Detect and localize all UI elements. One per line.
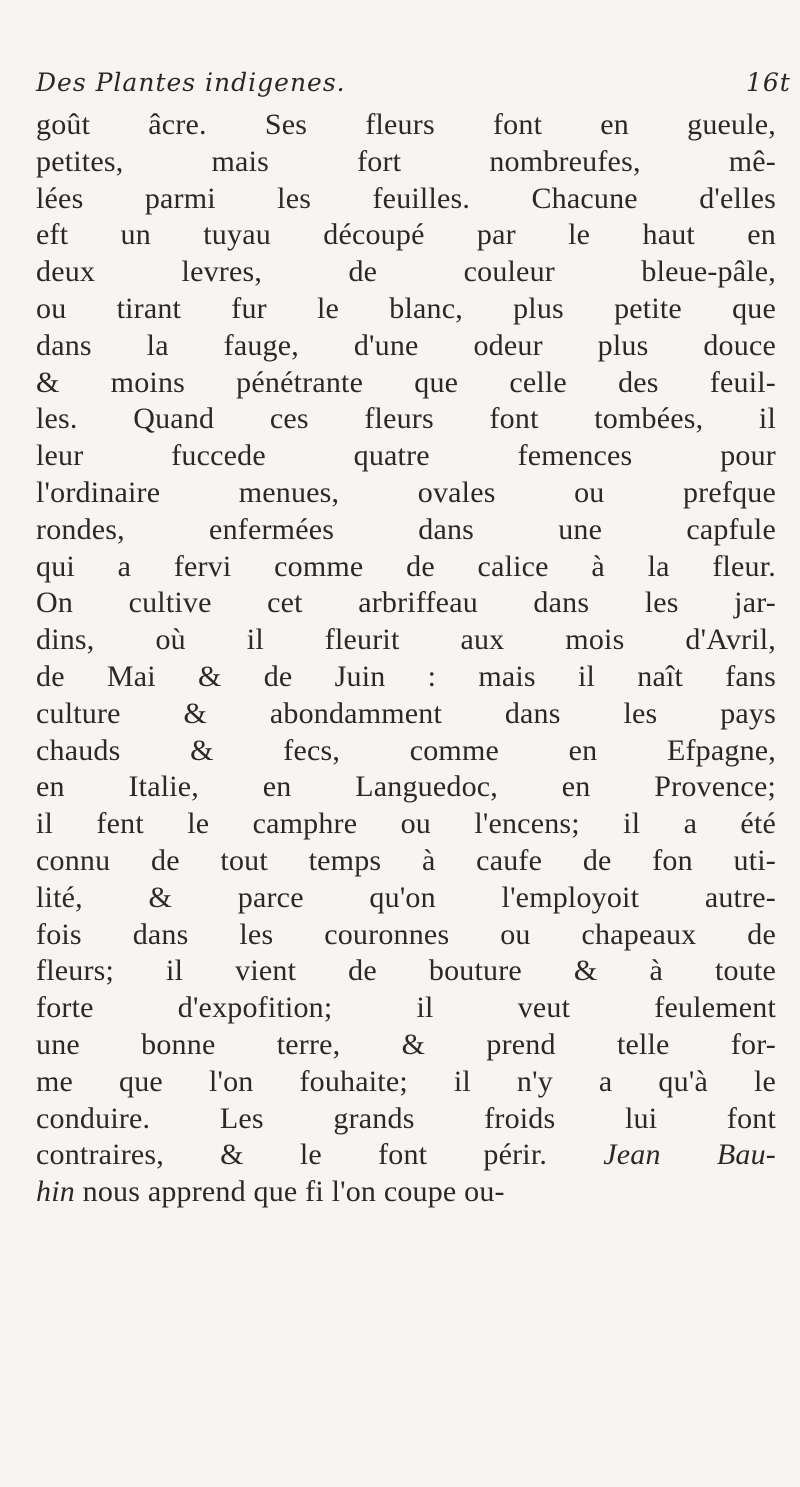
text-line: me que l'on fouhaite; il n'y a qu'à le — [36, 1064, 776, 1098]
text-line: les. Quand ces fleurs font tombées, il — [36, 402, 776, 436]
running-head — [36, 62, 791, 102]
author-name-italic: Jean Bau- — [603, 1138, 776, 1172]
author-name-italic-end: hin — [36, 1175, 75, 1209]
text-line: une bonne terre, & prend telle for- — [36, 1027, 776, 1061]
text-line: chauds & fecs, comme en Efpagne, — [36, 733, 776, 767]
text-line: & moins pénétrante que celle des feuil- — [36, 365, 776, 399]
text-line: leur fuccede quatre femences pour — [36, 439, 776, 473]
text-line: ou tirant fur le blanc, plus petite que — [36, 291, 776, 325]
text-line: qui a fervi comme de calice à la fleur. — [36, 549, 776, 583]
text-line-end: nous apprend que fi l'on coupe ou- — [82, 1175, 505, 1209]
text-line: petites, mais fort nombreufes, mê- — [36, 144, 776, 178]
text-line: forte d'expofition; il veut feulement — [36, 991, 776, 1025]
text-line: conduire. Les grands froids lui font — [36, 1101, 776, 1135]
text-line: eft un tuyau découpé par le haut en — [36, 218, 776, 252]
page-number: 16t — [746, 68, 791, 97]
text-line: culture & abondamment dans les pays — [36, 696, 776, 730]
text-line: goût âcre. Ses fleurs font en gueule, — [36, 108, 776, 141]
text-line-last — [36, 1174, 776, 1211]
text-line: l'ordinaire menues, ovales ou prefque — [36, 475, 776, 509]
body-text — [36, 107, 776, 1211]
text-line: rondes, enfermées dans une capfule — [36, 512, 776, 546]
text-line: fleurs; il vient de bouture & à toute — [36, 954, 776, 988]
text-line: deux levres, de couleur bleue-pâle, — [36, 255, 776, 289]
text-line-start: contraires, & le font périr. — [36, 1138, 548, 1172]
running-head-title: Des Plantes indigenes. — [36, 68, 346, 97]
text-line: en Italie, en Languedoc, en Provence; — [36, 770, 776, 804]
text-line: lité, & parce qu'on l'employoit autre- — [36, 880, 776, 914]
text-line: il fent le camphre ou l'encens; il a été — [36, 807, 776, 841]
text-line: connu de tout temps à caufe de fon uti- — [36, 843, 776, 877]
text-line: dans la fauge, d'une odeur plus douce — [36, 328, 776, 362]
text-line: dins, où il fleurit aux mois d'Avril, — [36, 623, 776, 657]
text-line: On cultive cet arbriffeau dans les jar- — [36, 586, 776, 620]
text-line: fois dans les couronnes ou chapeaux de — [36, 917, 776, 951]
text-line-with-name — [36, 1137, 776, 1174]
text-line: lées parmi les feuilles. Chacune d'elles — [36, 181, 776, 215]
text-line: de Mai & de Juin : mais il naît fans — [36, 659, 776, 693]
